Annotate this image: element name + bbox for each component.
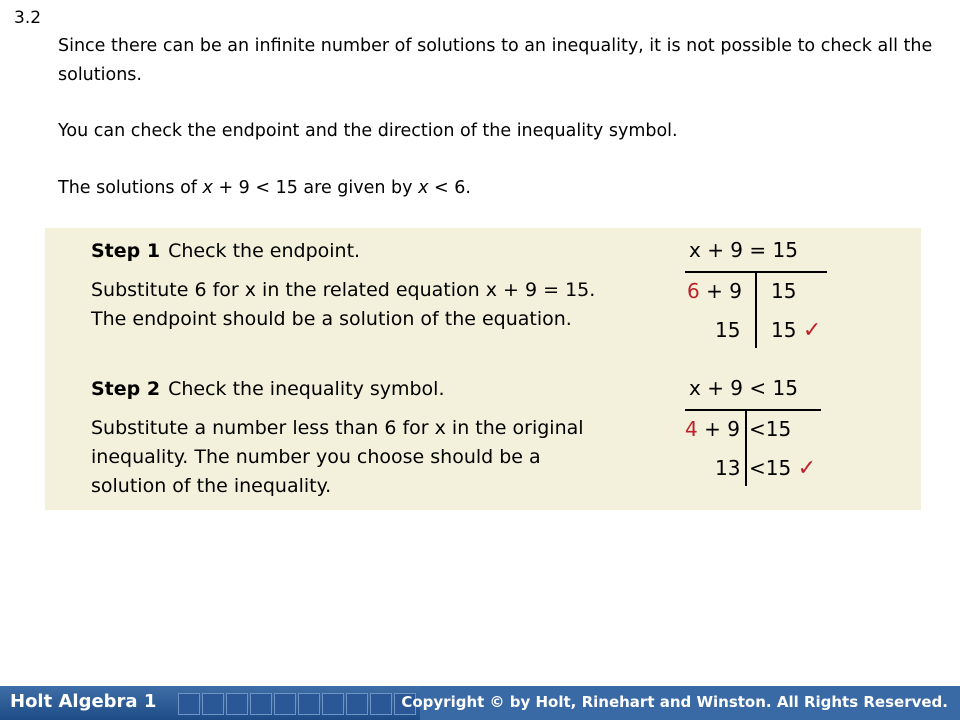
check-solution-panel [45,228,921,510]
substituted-value: 6 [687,279,700,303]
step1-line-1: Substitute 6 for x in the related equation x + 9 = 15. [91,279,596,301]
intro-text-segment: < 6. [428,177,471,198]
step2-check-table [685,376,823,486]
copyright-notice: Copyright © by Holt, Rinehart and Winston. All Rights Reserved. [401,693,948,711]
step1-right-side: 15 [771,279,797,303]
step1-right-result [771,318,821,343]
footer-decoration [178,693,416,715]
substitution-rest: + 9 [699,279,742,303]
step1-line-2: The endpoint should be a solution of the equation. [91,308,572,330]
step1-left-result: 15 [715,318,741,342]
course-title: Holt Algebra 1 [10,691,157,712]
step2-title: Check the inequality symbol. [168,378,445,400]
check-mark-icon: ✓ [802,318,822,343]
step1-description [91,276,595,334]
substitution-rest: + 9 [697,417,740,441]
step1-title: Check the endpoint. [168,240,361,262]
step1-check-table [685,238,827,348]
table-rule [685,409,821,411]
section-number: 3.2 [14,8,42,28]
intro-text [58,32,938,202]
intro-text-segment: + 9 < 15 are given by [212,177,419,198]
variable-x: x [418,177,429,198]
table-divider [745,411,747,486]
check-mark-icon: ✓ [797,456,817,481]
step1-substitution [687,279,742,303]
step2-right-side [749,417,791,441]
table-divider [755,273,757,348]
result-value: 15 [765,456,792,480]
variable-x: x [202,177,213,198]
result-value: 15 [771,318,797,342]
step2-line-3: solution of the inequality. [91,475,332,497]
substituted-value: 4 [685,417,698,441]
right-value: 15 [765,417,792,441]
step1-check-equation: x + 9 = 15 [689,238,798,262]
step2-line-1: Substitute a number less than 6 for x in the original [91,417,584,439]
step2-heading [91,378,445,400]
step2-check-inequality: x + 9 < 15 [689,376,798,400]
step2-left-result: 13 [715,456,741,480]
intro-paragraph-1: Since there can be an infinite number of solutions to an inequality, it is not possible to check all the solutions. [58,36,933,85]
step2-substitution [685,417,740,441]
step1-label: Step 1 [91,240,161,262]
step2-label: Step 2 [91,378,161,400]
step2-line-2: inequality. The number you choose should be a [91,446,541,468]
step2-right-result [749,456,816,481]
footer-bar [0,686,960,720]
less-than-symbol: < [749,456,766,480]
step2-description [91,414,584,501]
step1-heading [91,240,360,262]
intro-text-segment: The solutions of [58,177,203,198]
intro-paragraph-2: You can check the endpoint and the direction of the inequality symbol. [58,121,678,141]
intro-paragraph-3 [58,174,938,203]
less-than-symbol: < [749,417,766,441]
